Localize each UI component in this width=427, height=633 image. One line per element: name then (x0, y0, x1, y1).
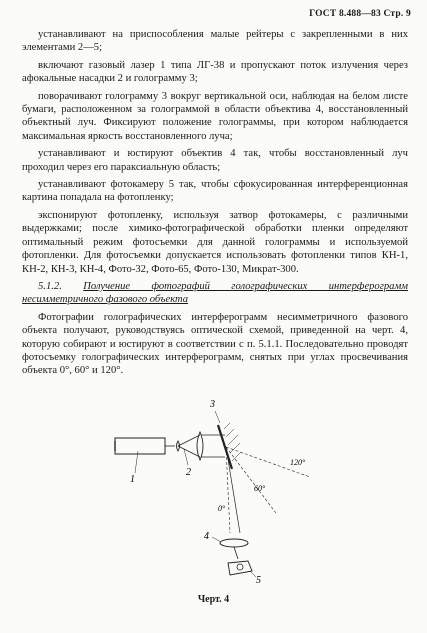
body-text (22, 28, 408, 382)
paragraph: устанавливают на приспособления малые рейтеры с закрепленными в них элементами 2—5; (22, 29, 408, 54)
leader-line (212, 537, 221, 542)
paragraph: экспонируют фотопленку, используя затвор фотокамеры, с различными выдержками; после химико-фотографической обработки пленки определяют оптимальный режим фотосъемки для данной голограммы и используемой фотопленки. Для фотосъемки допускается использовать фотопленки типов КН-1, КН-2, КН-3, КН-4, Фото-32, Фото-65, Фото-130, Микрат-300. (22, 209, 408, 275)
label-telescope: 2 (186, 467, 191, 478)
figure-caption: Черт. 4 (197, 594, 230, 605)
label-lens: 4 (204, 531, 209, 542)
section-number: 5.1.2. (38, 280, 62, 292)
label-laser: 1 (130, 474, 135, 485)
lens-mount (234, 547, 238, 559)
laser (115, 438, 165, 454)
section-title: Получение фотографий голографических интерферограмм несимметричного фазового объекта (22, 280, 408, 306)
optical-scheme-diagram (100, 385, 330, 585)
section-heading (22, 280, 408, 307)
paragraph: устанавливают фотокамеру 5 так, чтобы сфокусированная интерференционная картина попадала на фотопленку; (22, 179, 408, 204)
beam-60-deg (226, 447, 276, 513)
camera (228, 561, 252, 575)
paragraph: устанавливают и юстируют объектив 4 так, чтобы восстановленный луч проходил через его параксиальную область; (22, 148, 408, 173)
label-hologram: 3 (210, 399, 215, 410)
paragraph: включают газовый лазер 1 типа ЛГ-38 и пропускают поток излучения через афокальные насадки 2 и голограмму 3; (22, 59, 408, 85)
paragraph: Фотографии голографических интерферограмм несимметричного фазового объекта получают, руководствуясь оптической схемой, приведенной на черт. 4, которую собирают и юстируют в соответствии с п. 5.1.1. Последовательно проводят фотосъемку голографических интерферограмм, снятых при углах просвечивания объекта 0°, 60° и 120°. (22, 311, 408, 377)
leader-line (215, 411, 220, 423)
paragraph: поворачивают голограмму 3 вокруг вертикальной оси, наблюдая на белом листе бумаги, расположенном за голограммой в области объектива 4, восстановленный объектный луч. Фиксируют положение голограммы, при котором наблюдается максимальная яркость восстановленного луча; (22, 90, 408, 142)
label-angle-120: 120° (290, 458, 306, 467)
camera-lens (237, 564, 243, 570)
hologram-plate (218, 425, 232, 469)
label-angle-0: 0° (218, 504, 226, 513)
objective-lens (220, 539, 248, 547)
label-camera: 5 (256, 575, 261, 585)
label-angle-60: 60° (254, 484, 266, 493)
page-header: ГОСТ 8.488—83 Стр. 9 (309, 9, 411, 19)
leader-line (184, 449, 188, 465)
